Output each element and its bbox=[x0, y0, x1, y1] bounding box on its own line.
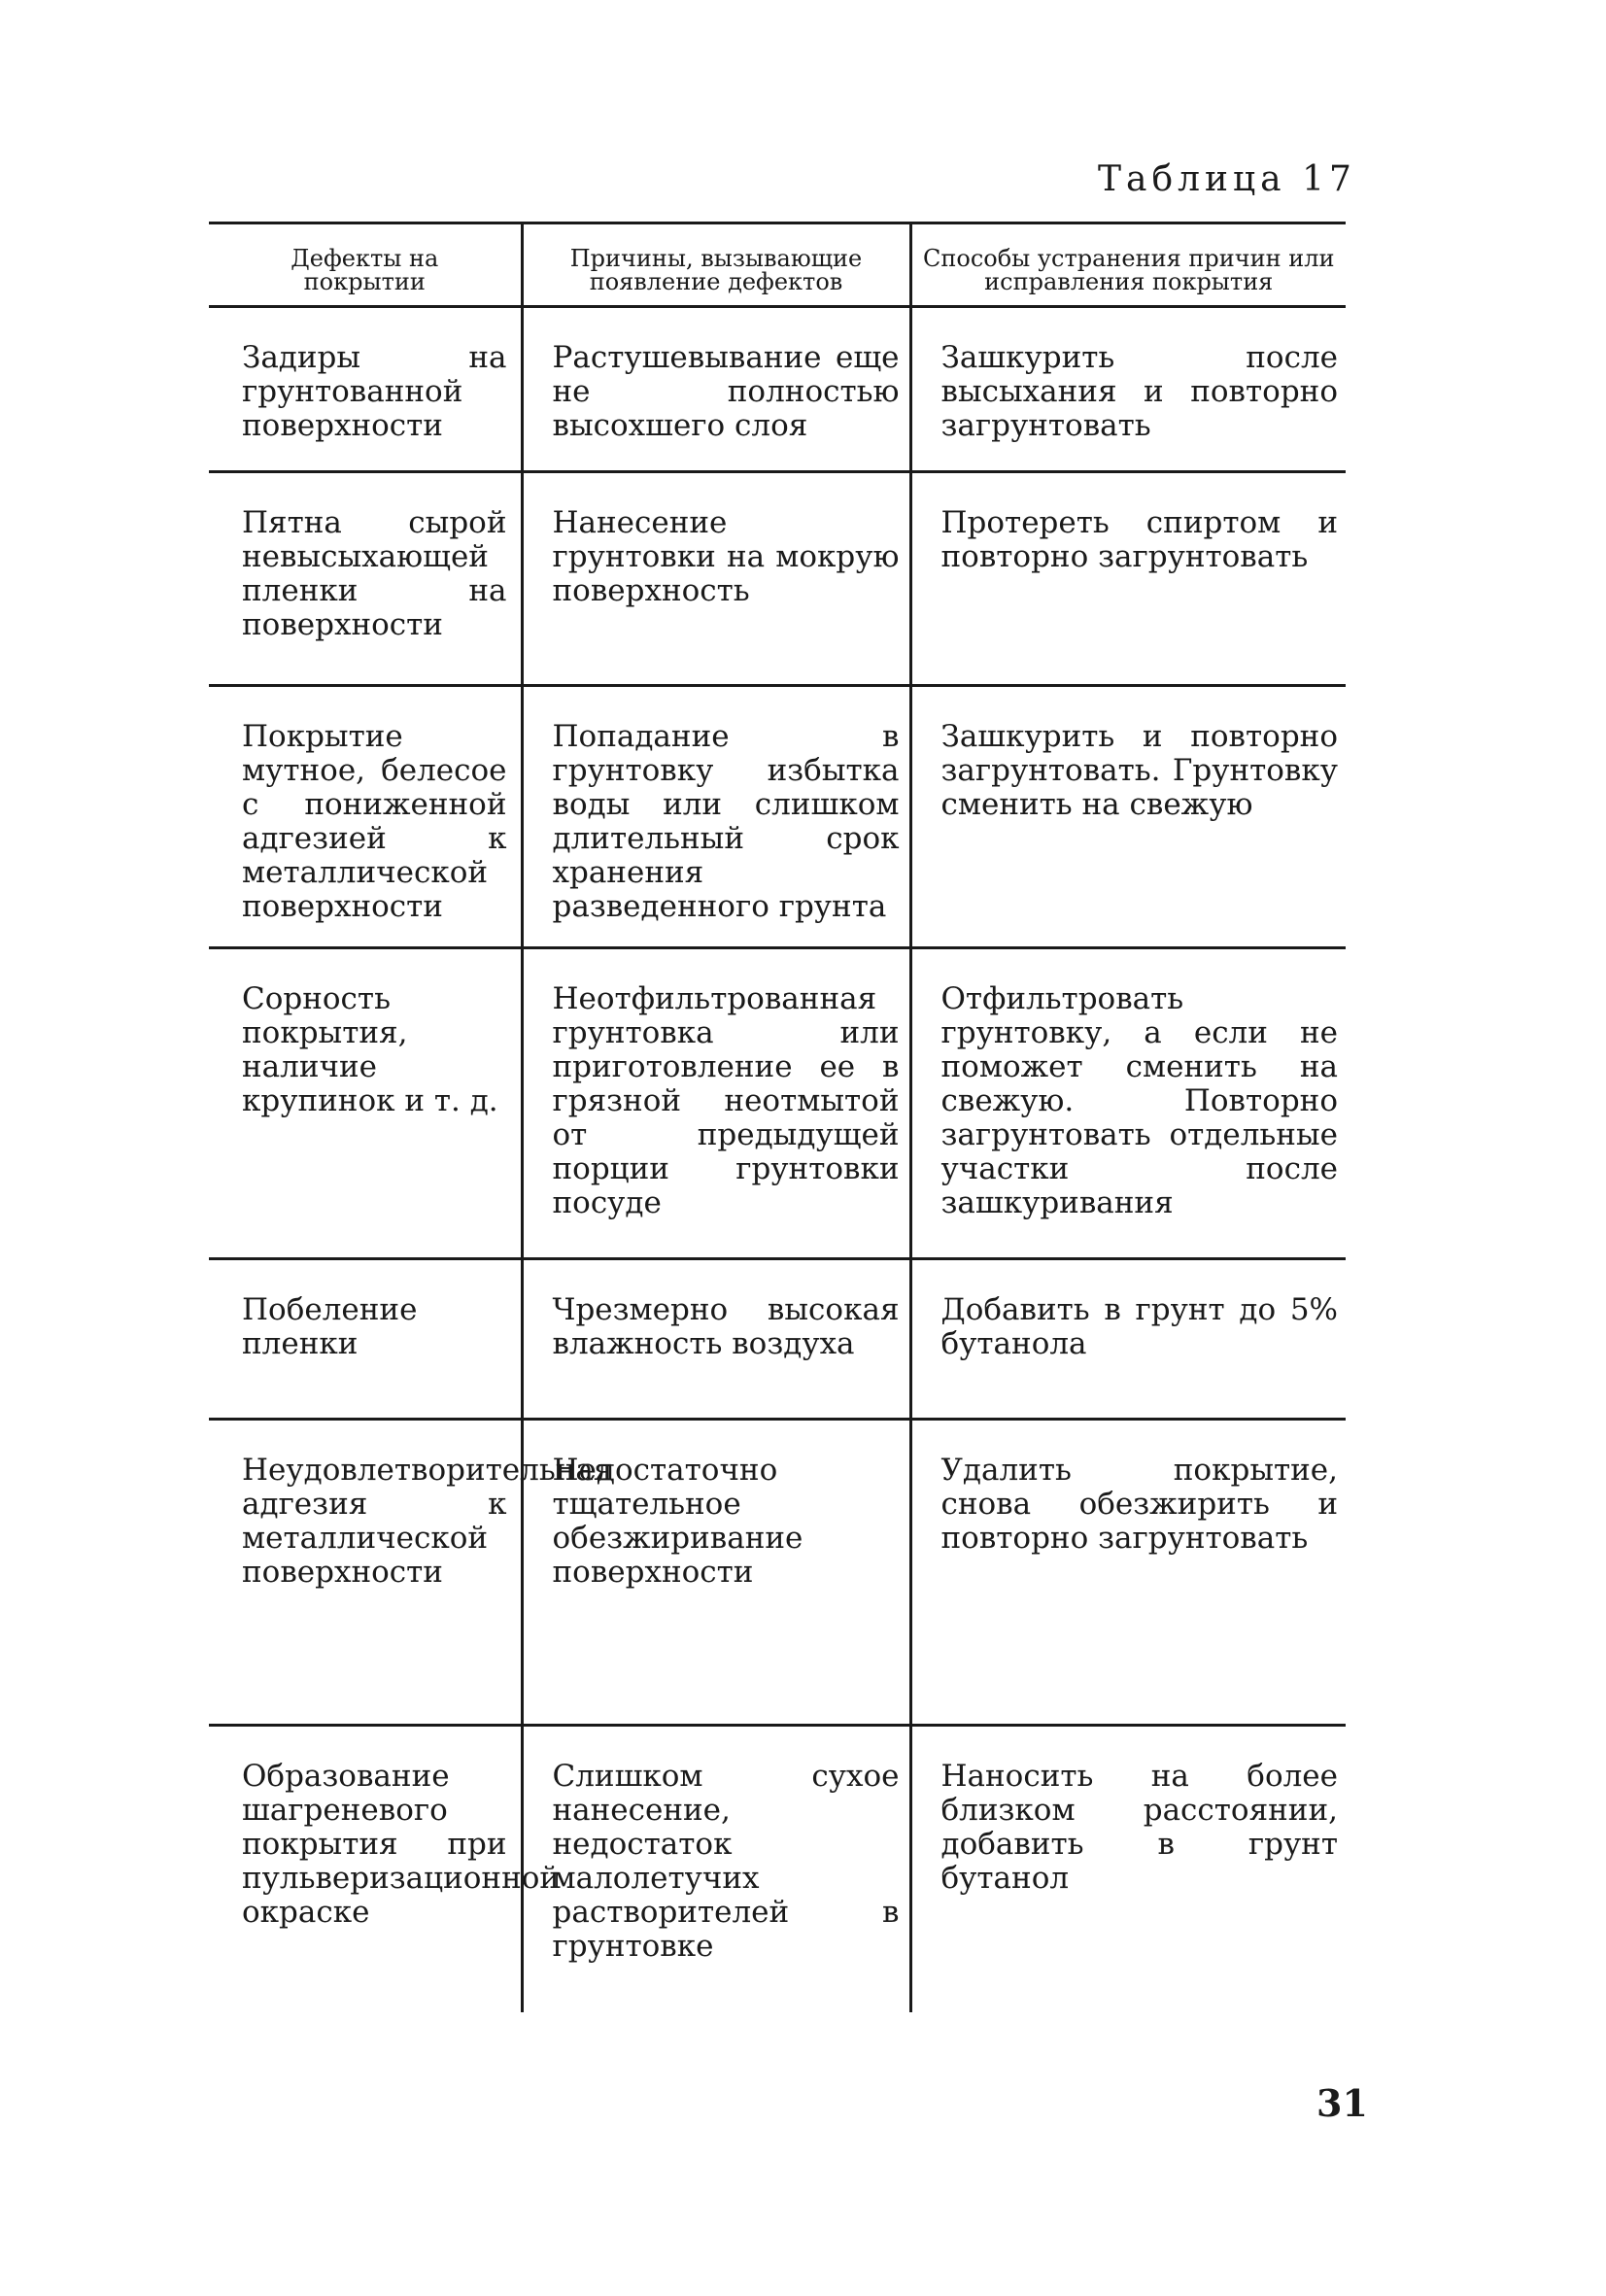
table-header-row bbox=[209, 223, 1346, 307]
remedy-cell: Зашкурить после высыхания и повторно загрунтовать bbox=[910, 307, 1346, 472]
table-row bbox=[209, 1726, 1346, 2012]
defect-cell: Задиры на грунтованной поверхности bbox=[209, 307, 522, 472]
header-remedies: Способы устранения причин или исправления покрытия bbox=[910, 223, 1346, 307]
cause-cell: Нанесение грунтовки на мокрую поверхность bbox=[522, 472, 910, 686]
remedy-cell: Наносить на более близком расстоянии, добавить в грунт бутанол bbox=[910, 1726, 1346, 2012]
page-number: 31 bbox=[1316, 2081, 1368, 2125]
cause-cell: Недостаточно тщательное обезжиривание поверхности bbox=[522, 1420, 910, 1726]
remedy-cell: Добавить в грунт до 5% бутанола bbox=[910, 1259, 1346, 1420]
remedy-cell: Протереть спиртом и повторно загрунтовать bbox=[910, 472, 1346, 686]
header-defects: Дефекты на покрытии bbox=[209, 223, 522, 307]
defect-cell: Неудовлетворительная адгезия к металлической поверхности bbox=[209, 1420, 522, 1726]
table-row bbox=[209, 1420, 1346, 1726]
table-row bbox=[209, 307, 1346, 472]
defects-table-container bbox=[209, 222, 1346, 2012]
defect-cell: Побеление пленки bbox=[209, 1259, 522, 1420]
table-title: Таблица 17 bbox=[1098, 159, 1356, 199]
cause-cell: Растушевывание еще не полностью высохшего слоя bbox=[522, 307, 910, 472]
cause-cell: Попадание в грунтовку избытка воды или слишком длительный срок хранения разведенного грунта bbox=[522, 686, 910, 948]
header-causes: Причины, вызывающие появление дефектов bbox=[522, 223, 910, 307]
defect-cell: Образование шагреневого покрытия при пульверизационной окраске bbox=[242, 1759, 561, 1930]
defect-cell: Пятна сырой невысыхающей пленки на поверхности bbox=[209, 472, 522, 686]
table-row bbox=[209, 686, 1346, 948]
table-row bbox=[209, 948, 1346, 1259]
cause-cell: Слишком сухое нанесение, недостаток малолетучих растворителей в грунтовке bbox=[522, 1726, 910, 2012]
remedy-cell: Удалить покрытие, снова обезжирить и повторно загрунтовать bbox=[910, 1420, 1346, 1726]
table-row bbox=[209, 1259, 1346, 1420]
defect-cell: Сорность покрытия, наличие крупинок и т. д. bbox=[209, 948, 522, 1259]
defect-cell: Покрытие мутное, белесое с пониженной адгезией к металлической поверхности bbox=[209, 686, 522, 948]
defects-table bbox=[209, 222, 1346, 2012]
cause-cell: Чрезмерно высокая влажность воздуха bbox=[522, 1259, 910, 1420]
remedy-cell: Отфильтровать грунтовку, а если не поможет сменить на свежую. Повторно загрунтовать отдельные участки после зашкуривания bbox=[910, 948, 1346, 1259]
cause-cell: Неотфильтрованная грунтовка или приготовление ее в грязной неотмытой от предыдущей порции грунтовки посуде bbox=[522, 948, 910, 1259]
table-row bbox=[209, 472, 1346, 686]
remedy-cell: Зашкурить и повторно загрунтовать. Грунтовку сменить на свежую bbox=[910, 686, 1346, 948]
